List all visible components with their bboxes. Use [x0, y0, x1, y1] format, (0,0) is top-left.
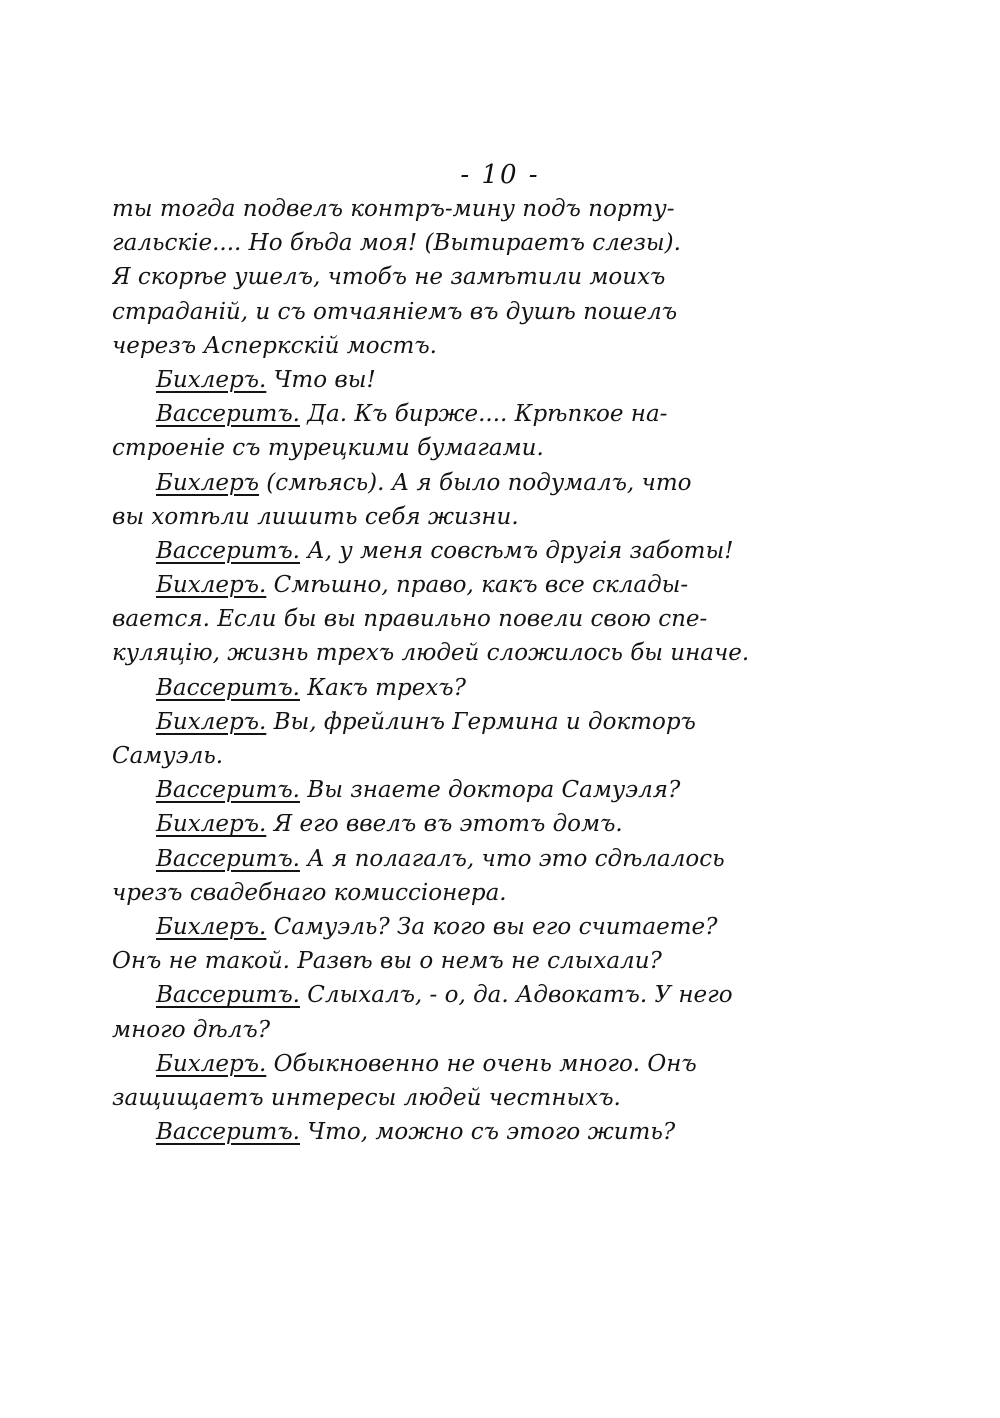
line-text: Самуэль. [112, 743, 224, 769]
manuscript-line [112, 329, 860, 363]
dialogue-text: А, у меня совсѣмъ другія заботы! [299, 537, 734, 564]
dialogue-text: Вы, фрейлинъ Гермина и докторъ [266, 708, 696, 735]
line-text: много дѣлъ? [112, 1016, 271, 1043]
dialogue-text: Самуэль? За кого вы его считаете? [266, 913, 718, 940]
manuscript-line [112, 602, 860, 636]
line-text: куляцію, жизнь трехъ людей сложилось бы иначе. [112, 640, 750, 667]
speaker-name: Вассеритъ. [156, 674, 300, 701]
manuscript-line [112, 363, 860, 397]
manuscript-text [112, 192, 860, 1149]
manuscript-line [112, 1013, 860, 1047]
speaker-name: Вассеритъ. [156, 537, 300, 564]
dialogue-text: Обыкновенно не очень много. Онъ [266, 1050, 697, 1077]
manuscript-line [112, 534, 860, 568]
line-text: Онъ не такой. Развѣ вы о немъ не слыхали? [112, 948, 662, 975]
line-text: вается. Если бы вы правильно повели свою спе- [112, 606, 708, 633]
speaker-name: Бихлеръ. [156, 811, 267, 838]
line-text: защищаетъ интересы людей честныхъ. [112, 1084, 621, 1111]
manuscript-line [112, 876, 860, 910]
line-text: чрезъ свадебнаго комиссіонера. [112, 879, 507, 906]
line-text: черезъ Асперкскій мостъ. [112, 332, 437, 359]
dialogue-text: Вы знаете доктора Самуэля? [299, 777, 681, 804]
speaker-name: Вассеритъ. [156, 845, 300, 872]
speaker-name: Бихлеръ [156, 469, 259, 496]
line-text: строеніе съ турецкими бумагами. [112, 435, 544, 462]
manuscript-line [112, 295, 860, 329]
line-text: Я скорѣе ушелъ, чтобъ не замѣтили моихъ [112, 264, 666, 291]
line-text: ты тогда подвелъ контръ-мину подъ порту- [112, 196, 675, 222]
manuscript-line [112, 226, 860, 260]
dialogue-text: Я его ввелъ въ этотъ домъ. [266, 811, 623, 838]
dialogue-text: Смѣшно, право, какъ все склады- [266, 572, 689, 599]
dialogue-text: Что, можно съ этого жить? [299, 1119, 676, 1146]
manuscript-line [112, 568, 860, 602]
manuscript-line [112, 260, 860, 294]
speaker-name: Вассеритъ. [156, 401, 300, 428]
manuscript-line [112, 705, 860, 739]
manuscript-line [112, 807, 860, 841]
manuscript-line [112, 671, 860, 705]
dialogue-text: (смѣясь). А я было подумалъ, что [259, 469, 692, 496]
manuscript-line [112, 192, 860, 226]
dialogue-text: Что вы! [266, 366, 376, 393]
manuscript-line [112, 636, 860, 670]
line-text: гальскіе.... Но бѣда моя! (Вытираетъ слезы). [112, 230, 681, 257]
manuscript-line [112, 431, 860, 465]
manuscript-line [112, 978, 860, 1012]
manuscript-line [112, 910, 860, 944]
manuscript-line [112, 944, 860, 978]
manuscript-line [112, 500, 860, 534]
manuscript-line [112, 1115, 860, 1149]
dialogue-text: Слыхалъ, - о, да. Адвокатъ. У него [299, 982, 733, 1009]
speaker-name: Вассеритъ. [156, 1119, 300, 1146]
speaker-name: Бихлеръ. [156, 572, 267, 599]
speaker-name: Бихлеръ. [156, 913, 267, 940]
speaker-name: Вассеритъ. [156, 982, 300, 1009]
manuscript-line [112, 739, 860, 773]
line-text: вы хотѣли лишить себя жизни. [112, 503, 519, 530]
manuscript-line [112, 842, 860, 876]
speaker-name: Бихлеръ. [156, 1050, 267, 1077]
line-text: страданій, и съ отчаяніемъ въ душѣ пошелъ [112, 298, 678, 325]
dialogue-text: Да. Къ бирже.... Крѣпкое на- [299, 401, 668, 428]
manuscript-line [112, 397, 860, 431]
page-number: - 10 - [460, 160, 540, 190]
manuscript-line [112, 466, 860, 500]
manuscript-line [112, 1047, 860, 1081]
manuscript-line [112, 773, 860, 807]
manuscript-line [112, 1081, 860, 1115]
speaker-name: Бихлеръ. [156, 708, 267, 735]
speaker-name: Бихлеръ. [156, 366, 267, 393]
dialogue-text: А я полагалъ, что это сдѣлалось [299, 845, 725, 872]
dialogue-text: Какъ трехъ? [299, 674, 466, 701]
speaker-name: Вассеритъ. [156, 777, 300, 804]
